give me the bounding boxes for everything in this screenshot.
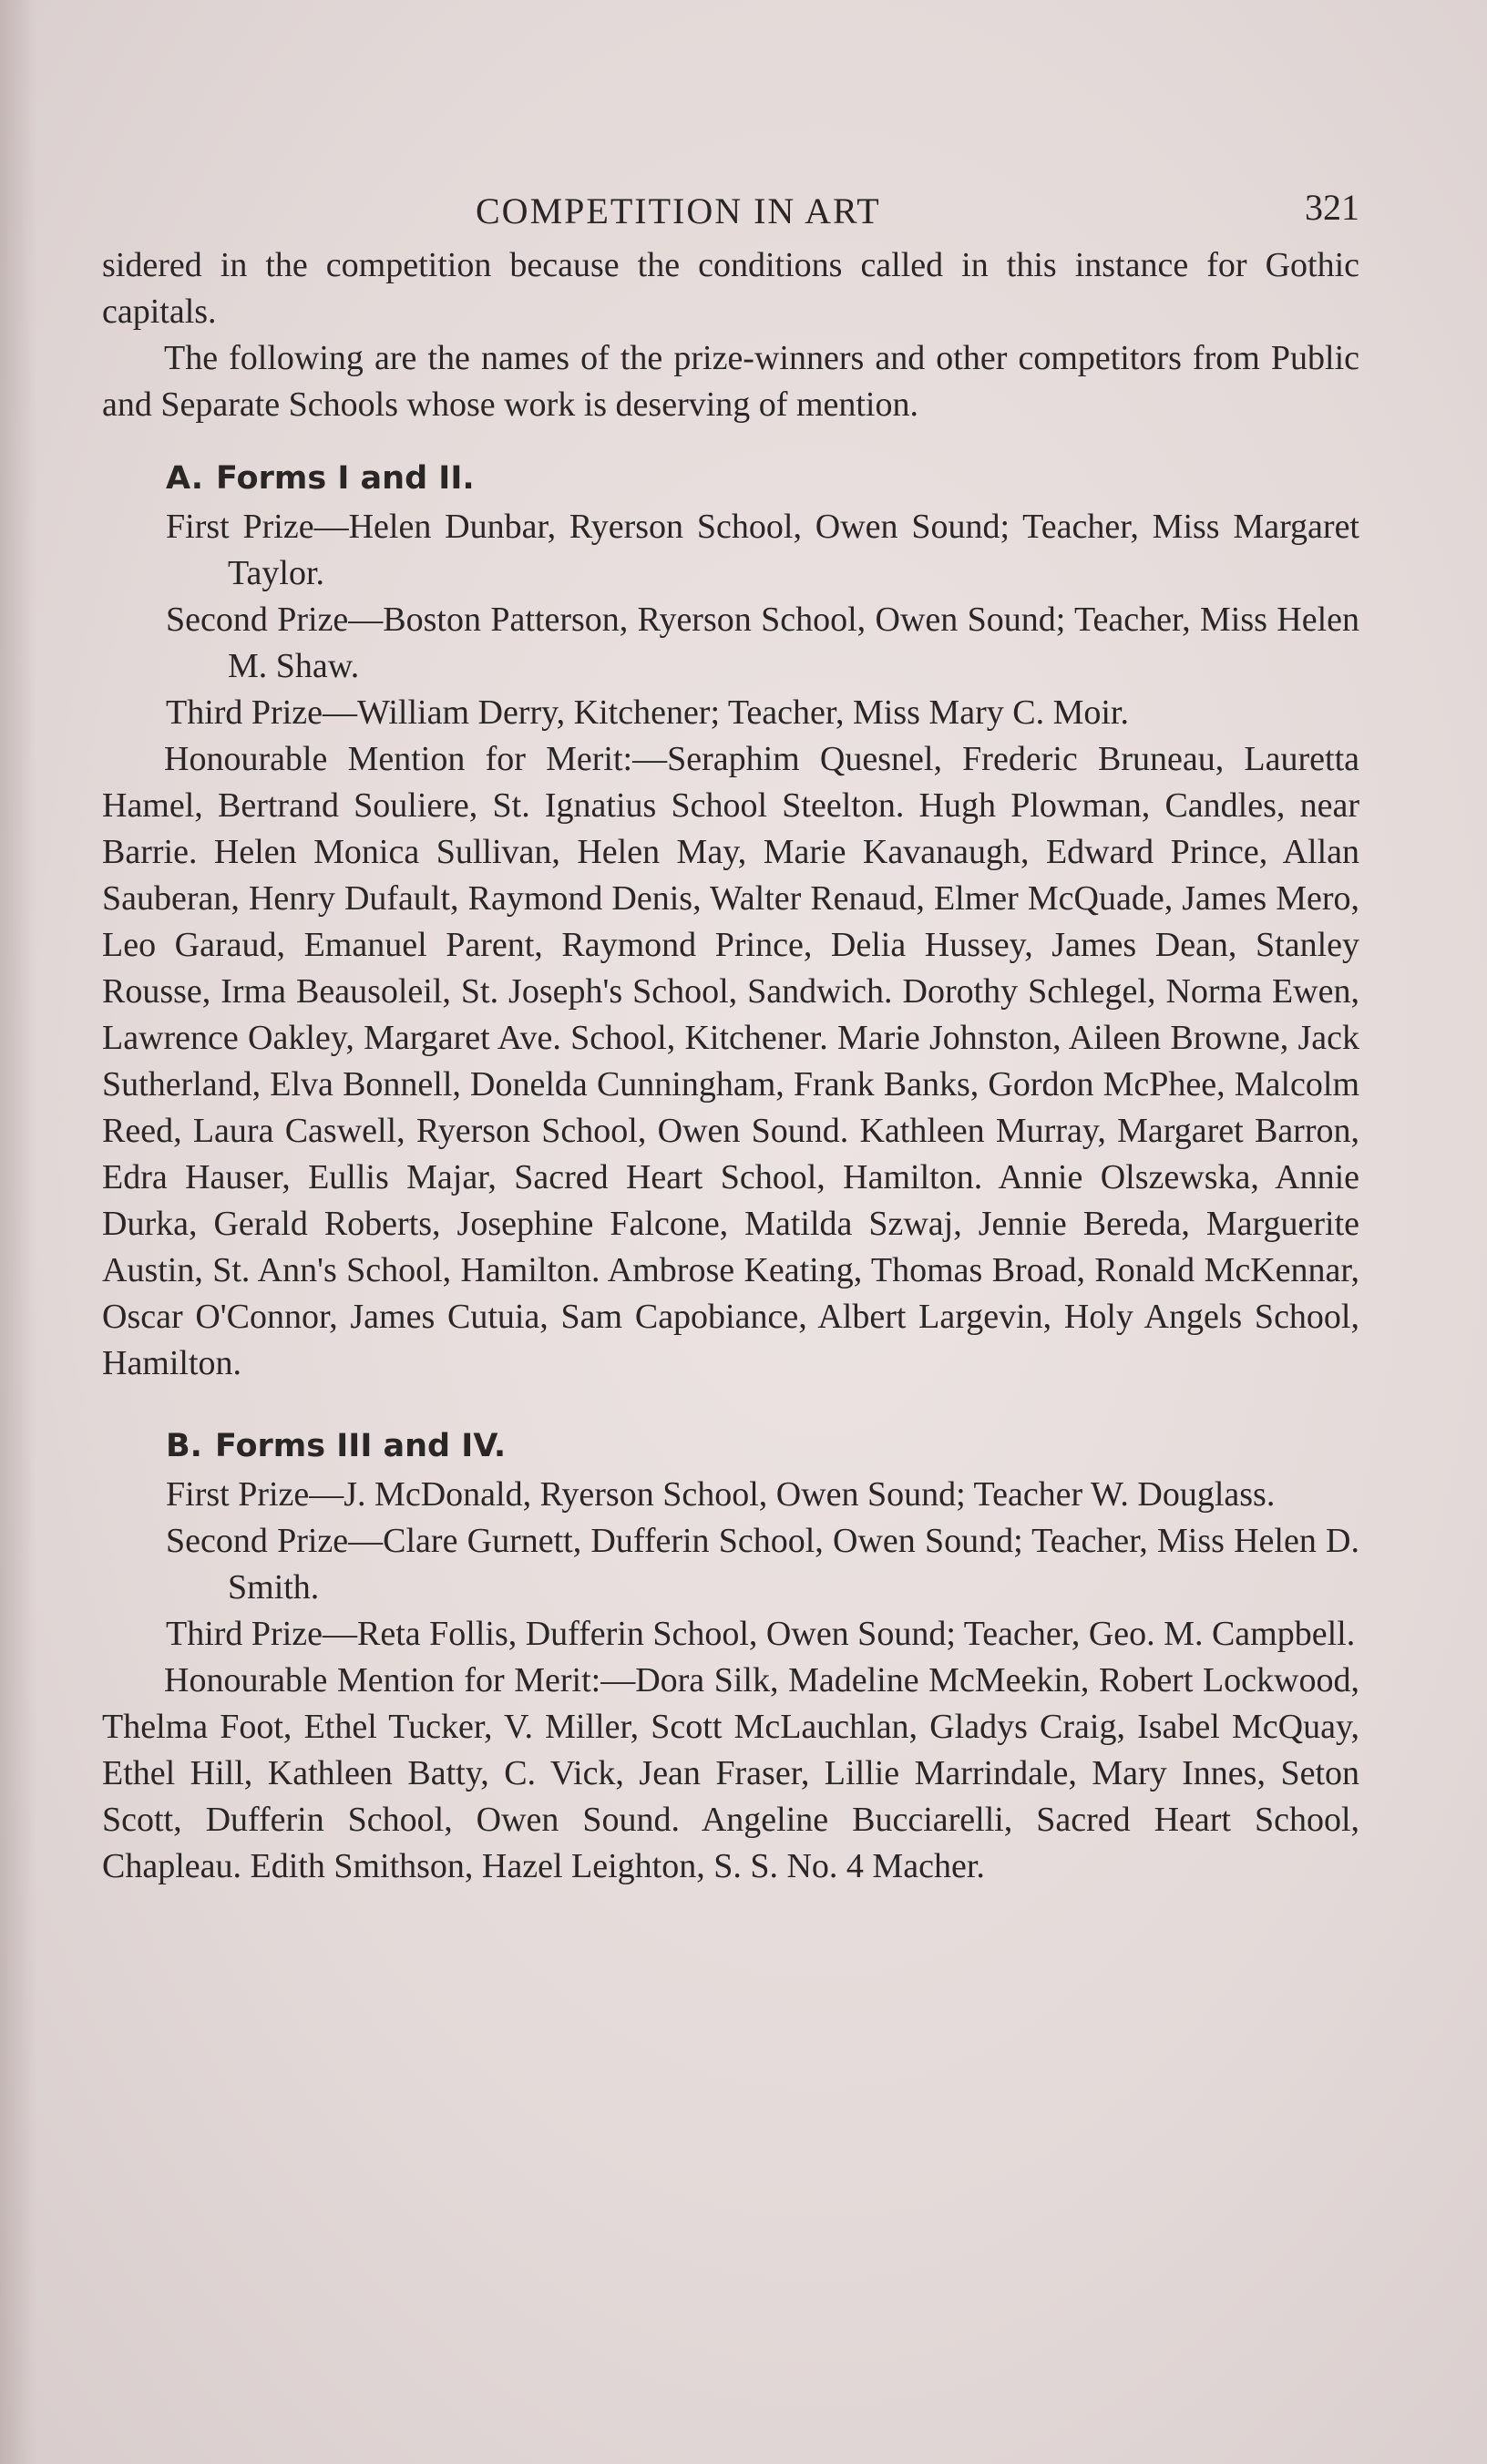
intro-paragraph: The following are the names of the prize-winners and other competitors from Public and Separate Schools whose work is deserving of mention. — [102, 339, 1359, 424]
second-prize-entry: Second Prize—Clare Gurnett, Dufferin School, Owen Sound; Teacher, Miss Helen D. Smith. — [166, 1522, 1359, 1607]
page-number: 321 — [1305, 187, 1359, 228]
spine-shadow — [0, 0, 36, 2464]
running-title: COMPETITION IN ART — [476, 190, 881, 231]
section-letter: B. — [166, 1428, 202, 1464]
section-letter: A. — [166, 460, 204, 497]
second-prize-entry: Second Prize—Boston Patterson, Ryerson School, Owen Sound; Teacher, Miss Helen M. Shaw. — [166, 601, 1359, 685]
section-heading — [102, 1423, 1359, 1470]
first-prize-entry: First Prize—Helen Dunbar, Ryerson School, Owen Sound; Teacher, Miss Margaret Taylor. — [166, 508, 1359, 592]
third-prize-entry: Third Prize—Reta Follis, Dufferin School, Owen Sound; Teacher, Geo. M. Campbell. — [166, 1615, 1356, 1653]
third-prize-entry: Third Prize—William Derry, Kitchener; Teacher, Miss Mary C. Moir. — [166, 693, 1129, 732]
page-text — [102, 179, 1359, 1890]
section-forms-iii-iv — [102, 1423, 1359, 1890]
honourable-mention-paragraph: Honourable Mention for Merit:—Dora Silk, Madeline McMeekin, Robert Lockwood, Thelma Foot, Ethel Tucker, V. Miller, Scott McLauchlan, Gladys Craig, Isabel McQuay, Ethel Hill, Kathleen Batty, C. Vick, Jean Fraser, Lillie Marrindale, Mary Innes, Seton Scott, Dufferin School, Owen Sound. Angeline Bucciarelli, Sacred Heart School, Chapleau. Edith Smithson, Hazel Leighton, S. S. No. 4 Macher. — [102, 1661, 1359, 1885]
section-forms-i-ii — [102, 456, 1359, 1387]
honourable-mention-paragraph: Honourable Mention for Merit:—Seraphim Quesnel, Frederic Bruneau, Lauretta Hamel, Bertrand Souliere, St. Ignatius School Steelton. Hugh Plowman, Candles, near Barrie. Helen Monica Sullivan, Helen May, Marie Kavanaugh, Edward Prince, Allan Sauberan, Henry Dufault, Raymond Denis, Walter Renaud, Elmer McQuade, James Mero, Leo Garaud, Emanuel Parent, Raymond Prince, Delia Hussey, James Dean, Stanley Rousse, Irma Beausoleil, St. Joseph's School, Sandwich. Dorothy Schlegel, Norma Ewen, Lawrence Oakley, Margaret Ave. School, Kitchener. Marie Johnston, Aileen Browne, Jack Sutherland, Elva Bonnell, Donelda Cunningham, Frank Banks, Gordon McPhee, Malcolm Reed, Laura Caswell, Ryerson School, Owen Sound. Kathleen Murray, Margaret Barron, Edra Hauser, Eullis Majar, Sacred Heart School, Hamilton. Annie Olszewska, Annie Durka, Gerald Roberts, Josephine Falcone, Matilda Szwaj, Jennie Bereda, Marguerite Austin, St. Ann's School, Hamilton. Ambrose Keating, Thomas Broad, Ronald McKennar, Oscar O'Connor, James Cutuia, Sam Capobiance, Albert Largevin, Holy Angels School, Hamilton. — [102, 740, 1359, 1382]
section-title: Forms I and II. — [216, 460, 475, 497]
section-title: Forms III and IV. — [214, 1428, 507, 1464]
first-prize-entry: First Prize—J. McDonald, Ryerson School, Owen Sound; Teacher W. Douglass. — [166, 1475, 1276, 1514]
running-head — [102, 179, 1359, 242]
continued-paragraph: sidered in the competition because the conditions called in this instance for Gothic capitals. — [102, 246, 1359, 331]
section-heading — [102, 456, 1359, 502]
